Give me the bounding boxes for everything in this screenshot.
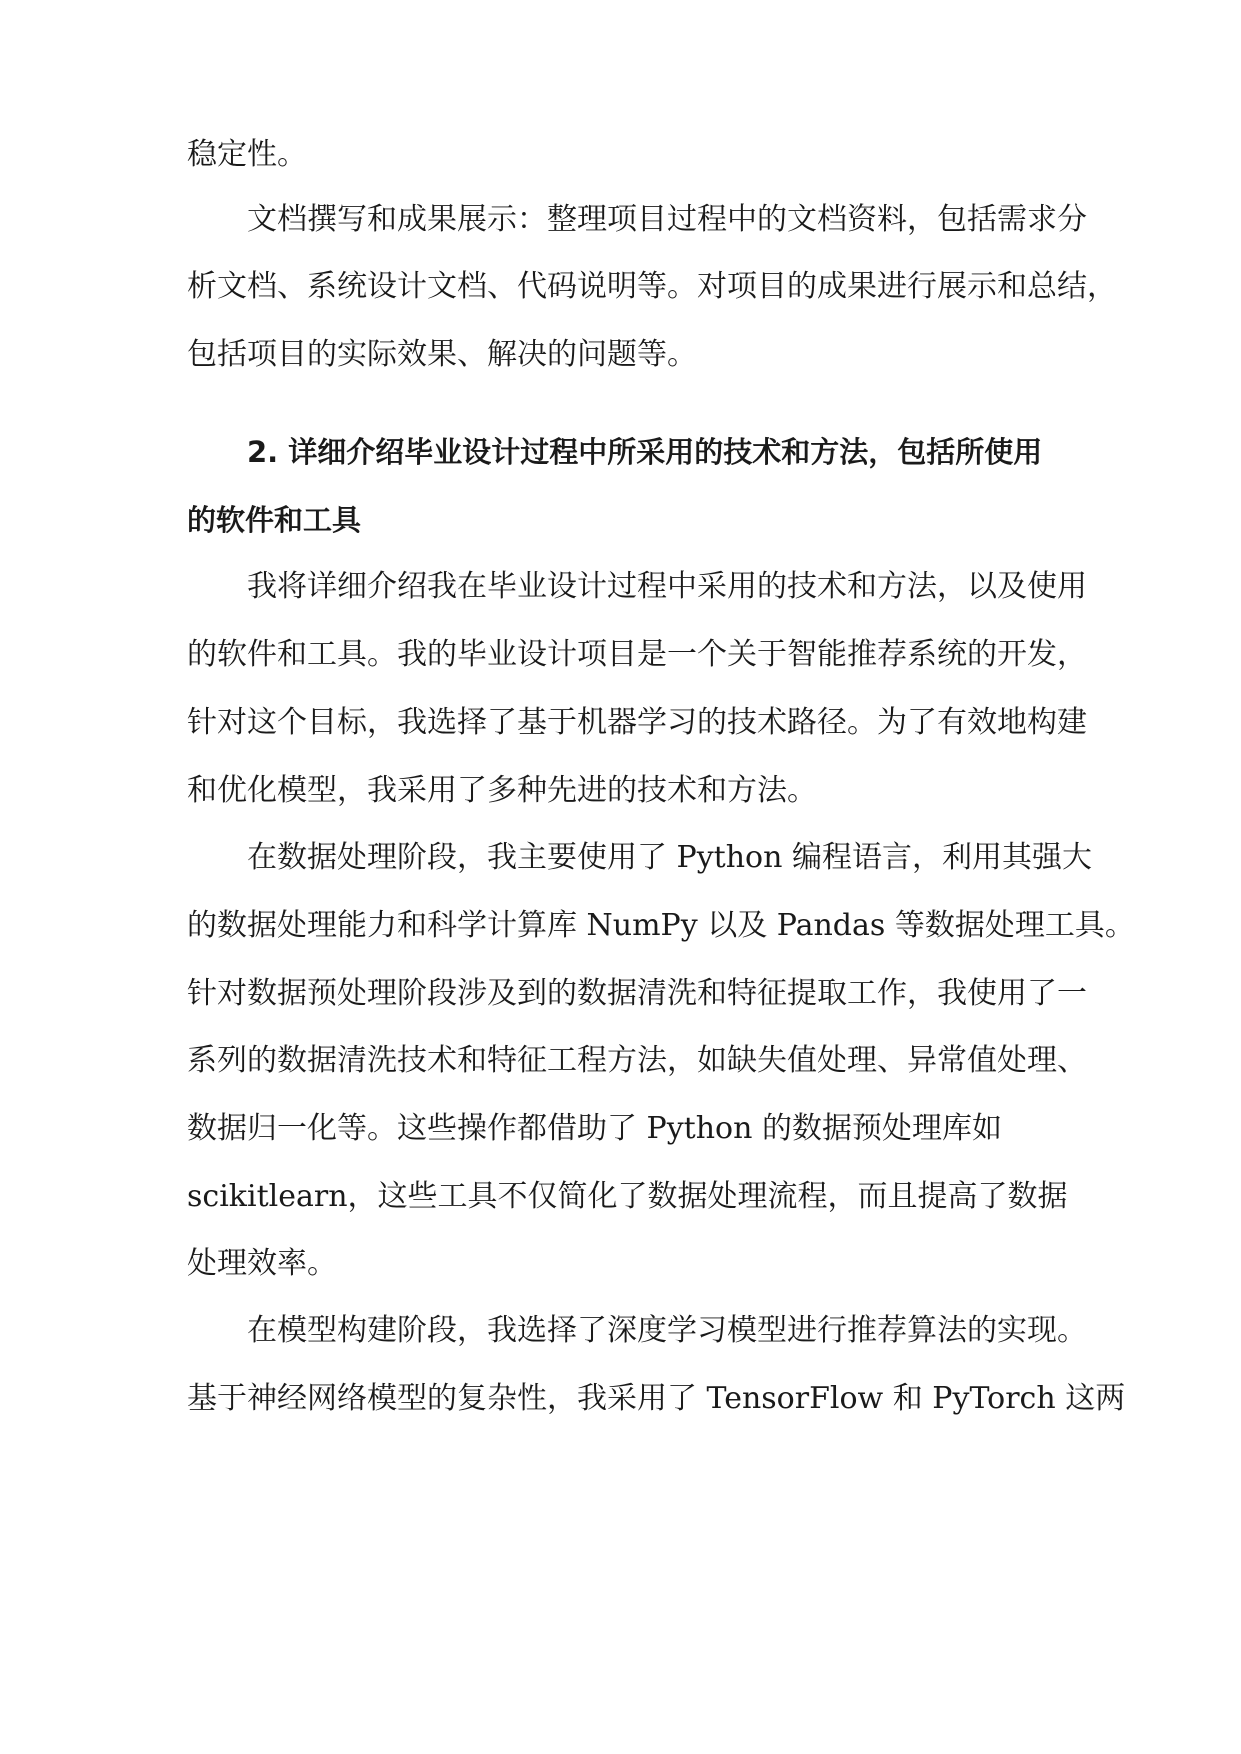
paragraph-intro-line-3: 针对这个目标，我选择了基于机器学习的技术路径。为了有效地构建: [187, 705, 1087, 740]
paragraph-data-line-2: 的数据处理能力和科学计算库 NumPy 以及 Pandas 等数据处理工具。: [187, 908, 1135, 943]
paragraph-data-line-6: scikitlearn，这些工具不仅简化了数据处理流程，而且提高了数据: [187, 1179, 1068, 1214]
paragraph-docs-line-2: 析文档、系统设计文档、代码说明等。对项目的成果进行展示和总结，: [187, 269, 1117, 304]
paragraph-intro-line-4: 和优化模型，我采用了多种先进的技术和方法。: [187, 773, 817, 808]
paragraph-data-line-5: 数据归一化等。这些操作都借助了 Python 的数据预处理库如: [187, 1111, 1002, 1146]
paragraph-docs-line-3: 包括项目的实际效果、解决的问题等。: [187, 337, 697, 372]
paragraph-intro-line-1: 我将详细介绍我在毕业设计过程中采用的技术和方法，以及使用: [247, 569, 1087, 604]
paragraph-intro-line-2: 的软件和工具。我的毕业设计项目是一个关于智能推荐系统的开发，: [187, 637, 1087, 672]
paragraph-docs-line-1: 文档撰写和成果展示：整理项目过程中的文档资料，包括需求分: [247, 202, 1087, 237]
continuation-line: 稳定性。: [187, 137, 307, 172]
paragraph-model-line-1: 在模型构建阶段，我选择了深度学习模型进行推荐算法的实现。: [247, 1313, 1087, 1348]
paragraph-data-line-4: 系列的数据清洗技术和特征工程方法，如缺失值处理、异常值处理、: [187, 1043, 1087, 1078]
section-heading-line-1: 2. 详细介绍毕业设计过程中所采用的技术和方法，包括所使用: [247, 435, 1043, 469]
paragraph-data-line-1: 在数据处理阶段，我主要使用了 Python 编程语言，利用其强大: [247, 840, 1092, 875]
paragraph-data-line-3: 针对数据预处理阶段涉及到的数据清洗和特征提取工作，我使用了一: [187, 976, 1087, 1011]
section-heading-line-2: 的软件和工具: [187, 503, 362, 537]
paragraph-data-line-7: 处理效率。: [187, 1246, 337, 1281]
paragraph-model-line-2: 基于神经网络模型的复杂性，我采用了 TensorFlow 和 PyTorch 这两: [187, 1381, 1126, 1416]
